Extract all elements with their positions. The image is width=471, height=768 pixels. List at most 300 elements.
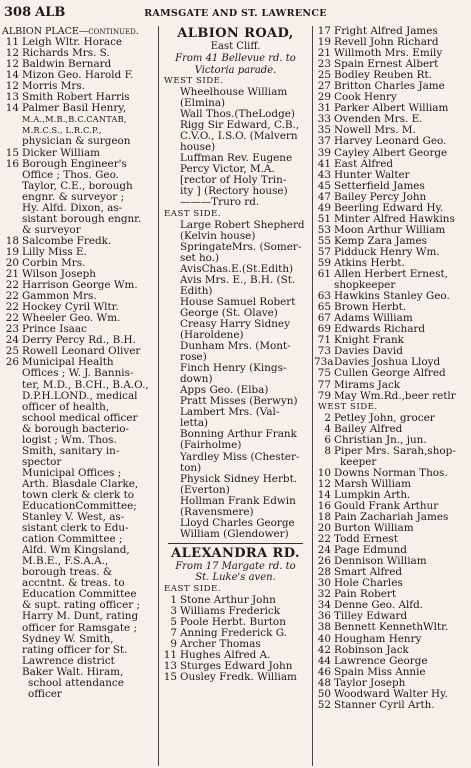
entry-text: accntnt. & treas. to [22, 578, 125, 590]
entry-text: Tilley Edward [334, 611, 408, 623]
entry-text: Edith) [180, 285, 213, 297]
entry-text: SpringateMrs. (Somer- [180, 241, 302, 253]
directory-entry [314, 170, 469, 181]
entry-text: Physick Sidney Herbt. [180, 473, 298, 485]
house-number: 39 [317, 147, 331, 159]
entry-text: (Elmina) [180, 98, 226, 110]
house-number: 27 [317, 81, 331, 93]
entry-text: Gould Frank Arthur [334, 500, 439, 512]
directory-entry [160, 297, 311, 308]
house-number: 12 [5, 48, 19, 60]
street-heading [160, 26, 311, 41]
house-number: 18 [5, 235, 19, 247]
entry-text: & borough bacterio- [22, 423, 130, 435]
directory-entry [160, 407, 311, 418]
directory-entry [2, 645, 157, 656]
entry-text: Beerling Edward Hy. [334, 202, 444, 214]
entry-text: ALEXANDRA RD. [171, 545, 300, 561]
house-number: 5 [170, 616, 177, 628]
directory-entry [2, 181, 157, 192]
house-number: 59 [317, 257, 331, 269]
entry-text: ALBION ROAD, [177, 26, 294, 41]
entry-text: Corbin Mrs. [22, 257, 86, 269]
house-number: 21 [5, 269, 19, 281]
entry-text: school attendance [28, 677, 124, 689]
directory-entry [160, 275, 311, 286]
directory-entry [160, 220, 311, 231]
street-subheading [160, 41, 311, 53]
directory-entry [314, 48, 469, 59]
entry-text: school medical officer [22, 412, 138, 424]
house-number: 61 [317, 269, 331, 281]
directory-entry [160, 396, 311, 407]
house-number: 3 [170, 605, 177, 617]
directory-entry [160, 440, 311, 451]
directory-entry [314, 600, 469, 611]
house-number: 12 [5, 59, 19, 71]
directory-entry [2, 302, 157, 313]
entry-text: Arth. Blasdale Clarke, [22, 478, 139, 490]
house-number: 46 [317, 666, 331, 678]
entry-text: Bailey Percy John [334, 191, 427, 203]
directory-entry [314, 92, 469, 103]
house-number: 52 [317, 699, 331, 711]
street-route [160, 65, 311, 77]
entry-text: Alfd. Wm Kingsland, [22, 545, 130, 557]
house-number: 18 [317, 512, 331, 524]
entry-text: Bonning Arthur Frank [180, 429, 297, 441]
directory-entry [2, 634, 157, 645]
entry-text: Spain Ernest Albert [334, 59, 439, 71]
entry-text: Avis Mrs. E., B.H. (St. [180, 274, 296, 286]
entry-text: Sydney W. Smith, [22, 633, 114, 645]
house-number: 33 [317, 114, 331, 126]
directory-entry [2, 48, 157, 59]
entry-text: East Cliff. [210, 41, 261, 52]
directory-entry [2, 346, 157, 357]
entry-text: Smith, sanitary in- [22, 445, 120, 457]
entry-text: Mirams Jack [334, 379, 401, 391]
directory-entry [314, 457, 469, 468]
directory-entry [160, 264, 311, 275]
directory-entry [314, 490, 469, 501]
directory-entry [2, 335, 157, 346]
entry-text: M.R.C.S., L.R.C.P., [22, 125, 102, 136]
directory-entry [314, 103, 469, 114]
entry-text: Edwards Richard [334, 324, 426, 336]
house-number: 12 [5, 81, 19, 93]
directory-entry [2, 214, 157, 225]
house-number: 9 [170, 639, 177, 651]
house-number: 14 [5, 103, 19, 115]
house-number: 42 [317, 644, 331, 656]
entry-text: Percy Victor, M.A. [180, 164, 275, 176]
entry-text: From 41 Bellevue rd. to [175, 53, 296, 64]
directory-entry [2, 247, 157, 258]
directory-entry [2, 380, 157, 391]
continuation-heading [2, 26, 157, 37]
entry-text: St. Luke's aven. [195, 572, 276, 584]
entry-text: Creasy Harry Sidney [180, 318, 290, 330]
directory-entry [2, 545, 157, 556]
directory-entry [2, 357, 157, 368]
house-number: 13 [163, 661, 177, 673]
house-number: 69 [317, 324, 331, 336]
entry-text: Poole Herbt. Burton [180, 616, 286, 628]
entry-text: Finch Henry (Kings- [180, 363, 287, 375]
entry-text: Palmer Basil Henry, [22, 103, 127, 115]
entry-text: Atkins Herbt. [334, 257, 405, 269]
entry-text: Victoria parade. [194, 64, 277, 76]
house-number: 65 [317, 302, 331, 314]
house-number: 73a [314, 357, 334, 369]
entry-text: Kemp Zara James [334, 235, 428, 247]
house-number: 11 [5, 37, 19, 49]
entry-text: physician & surgeon [22, 136, 131, 148]
directory-entry [314, 258, 469, 269]
entry-text: Baker Walt. Hiram, [22, 666, 124, 678]
page-header [4, 2, 467, 24]
directory-entry [160, 242, 311, 253]
street-route [160, 561, 311, 573]
entry-text: officer of health, [22, 401, 110, 413]
house-number: 1 [170, 594, 177, 606]
entry-text: engnr. & surveyor ; [22, 191, 125, 203]
entry-text: Burton William [334, 523, 414, 535]
entry-text: Smart Alfred [334, 567, 403, 579]
house-number: 67 [317, 313, 331, 325]
directory-entry [314, 667, 469, 678]
entry-text: Stanley V. West, as- [22, 512, 125, 524]
directory-entry [2, 236, 157, 247]
entry-text: EducationCommittee; [22, 501, 137, 513]
directory-entry [160, 286, 311, 297]
house-number: 77 [317, 379, 331, 391]
entry-text: (Everton) [180, 484, 230, 496]
entry-text: Cullen George Alfred [334, 368, 446, 380]
house-number: 22 [5, 280, 19, 292]
directory-entry [2, 324, 157, 335]
house-number: 79 [317, 390, 331, 402]
entry-text: Spain Miss Annie [334, 666, 426, 678]
directory-entry [160, 661, 311, 672]
directory-entry [314, 280, 469, 291]
directory-entry [2, 600, 157, 611]
directory-entry [160, 164, 311, 175]
directory-entry [314, 446, 469, 457]
directory-entry [314, 269, 469, 280]
side-heading [160, 209, 311, 220]
house-number: 13 [5, 92, 19, 104]
house-number: 40 [317, 633, 331, 645]
directory-entry [2, 159, 157, 170]
house-number: 25 [5, 346, 19, 358]
entry-text: officer [28, 688, 62, 700]
entry-text: M.A.,M.B.,B.C.CANTAB, [22, 114, 127, 125]
house-number: 26 [5, 357, 19, 369]
directory-entry [2, 59, 157, 70]
directory-entry [314, 556, 469, 567]
entry-text: Fright Alfred James [334, 26, 438, 37]
directory-entry [2, 479, 157, 490]
house-number: 20 [5, 257, 19, 269]
house-number: 47 [317, 191, 331, 203]
directory-entry [2, 125, 157, 136]
directory-entry [2, 611, 157, 622]
entry-text: Hole Charles [334, 578, 403, 590]
house-number: 50 [317, 688, 331, 700]
entry-text: logist ; Wm. Thos. [22, 434, 117, 446]
entry-text: Gammon Mrs. [22, 291, 97, 303]
directory-entry [160, 485, 311, 496]
house-number: 2 [324, 412, 331, 424]
directory-entry [314, 247, 469, 258]
section-divider [168, 543, 303, 544]
entry-text: Setterfield James [334, 180, 425, 192]
side-heading [160, 76, 311, 87]
directory-entry [160, 452, 311, 463]
house-number: 36 [317, 611, 331, 623]
directory-entry [160, 131, 311, 142]
entry-text: rating officer for St. [22, 644, 128, 656]
entry-text: Anning Frederick G. [180, 628, 287, 640]
directory-entry [314, 313, 469, 324]
directory-entry [2, 192, 157, 203]
directory-entry [314, 380, 469, 391]
directory-entry [314, 545, 469, 556]
directory-entry [2, 689, 157, 700]
entry-text: Taylor Joseph [334, 677, 406, 689]
entry-text: Prince Isaac [22, 324, 87, 336]
house-number: 25 [317, 70, 331, 82]
directory-entry [314, 114, 469, 125]
directory-entry [2, 368, 157, 379]
entry-text: & surveyor [22, 224, 81, 236]
entry-text: Downs Norman Thos. [334, 467, 448, 479]
entry-text: Piper Mrs. Sarah,shop- [334, 445, 456, 457]
house-number: 55 [317, 235, 331, 247]
directory-entry [160, 507, 311, 518]
directory-entry [2, 623, 157, 634]
entry-text: (Kelvin house) [180, 230, 256, 242]
entry-text: Bodley Reuben Rt. [334, 70, 432, 82]
house-number: 22 [5, 302, 19, 314]
house-number: 48 [317, 677, 331, 689]
directory-entry [314, 578, 469, 589]
directory-entry [314, 479, 469, 490]
entry-text: sistant borough engnr. [22, 213, 142, 225]
directory-entry [314, 634, 469, 645]
directory-entry [160, 231, 311, 242]
directory-entry [160, 330, 311, 341]
entry-text: Education Committee [22, 589, 137, 601]
entry-text: [rector of Holy Trin- [180, 175, 287, 187]
directory-entry [160, 319, 311, 330]
entry-text: Dennison William [334, 556, 427, 568]
house-number: 57 [317, 246, 331, 258]
entry-text: Rigg Sir Edward, C.B., [180, 120, 300, 132]
directory-entry [314, 645, 469, 656]
entry-text: Harrison George Wm. [22, 280, 138, 292]
house-number: 31 [317, 103, 331, 115]
entry-text: Taylor, C.E., borough [22, 180, 133, 192]
directory-entry [2, 589, 157, 600]
house-number: 17 [317, 26, 331, 37]
entry-text: Harry M. Dunt, rating [22, 611, 139, 623]
house-number: 51 [317, 213, 331, 225]
house-number: 38 [317, 622, 331, 634]
entry-text: ALBION PLACE—continued. [2, 26, 139, 37]
entry-text: Stone Arthur John [180, 594, 276, 606]
entry-text: Page Edmund [334, 545, 407, 557]
house-number: 19 [5, 246, 19, 258]
running-title: RAMSGATE AND ST. LAWRENCE [144, 8, 327, 19]
entry-text: Britton Charles Jame [334, 81, 445, 93]
entry-text: Apps Geo. (Elba) [180, 385, 269, 397]
house-number: 10 [317, 467, 331, 479]
directory-entry [160, 142, 311, 153]
house-number: 37 [317, 136, 331, 148]
directory-entry [160, 186, 311, 197]
entry-text: shopkeeper [334, 280, 396, 292]
directory-entry [314, 125, 469, 136]
entry-text: EAST SIDE. [164, 583, 222, 594]
entry-text: Lambert Mrs. (Val- [180, 407, 280, 419]
directory-entry [160, 672, 311, 683]
house-number: 7 [170, 628, 177, 640]
entry-text: Office ; Thos. Geo. [22, 169, 119, 181]
entry-text: WEST SIDE. [318, 401, 378, 412]
house-number: 20 [317, 523, 331, 535]
entry-text: Knight Frank [334, 335, 404, 347]
directory-entry [160, 529, 311, 540]
directory-entry [2, 457, 157, 468]
directory-entry [160, 617, 311, 628]
house-number: 24 [5, 335, 19, 347]
house-number: 22 [5, 313, 19, 325]
entry-text: Davies Joshua Lloyd [334, 357, 441, 369]
directory-entry [2, 37, 157, 48]
directory-entry [314, 700, 469, 711]
entry-text: ton) [180, 462, 202, 474]
directory-entry [160, 341, 311, 352]
directory-entry [160, 429, 311, 440]
directory-entry [2, 258, 157, 269]
entry-text: Stanner Cyril Arth. [334, 699, 435, 711]
house-number: 41 [317, 158, 331, 170]
directory-entry [2, 391, 157, 402]
directory-entry [160, 595, 311, 606]
directory-entry [2, 435, 157, 446]
directory-entry [314, 148, 469, 159]
house-number: 26 [317, 556, 331, 568]
house-number: 43 [317, 169, 331, 181]
house-number: 14 [317, 489, 331, 501]
entry-text: Ousley Fredk. William [180, 672, 297, 684]
entry-text: Christian Jn., jun. [334, 434, 427, 446]
entry-text: Brown Herbt. [334, 302, 407, 314]
entry-text: Minter Alfred Hawkins [334, 213, 455, 225]
house-number: 12 [317, 478, 331, 490]
directory-entry [314, 302, 469, 313]
directory-entry [160, 98, 311, 109]
entry-text: Rowell Leonard Oliver [22, 346, 141, 358]
entry-text: Pain Zachariah James [334, 512, 449, 524]
directory-entry [314, 291, 469, 302]
entry-text: Hollman Frank Edwin [180, 495, 296, 507]
entry-text: Hughes Alfred A. [180, 650, 271, 662]
house-number: 4 [324, 423, 331, 435]
entry-text: Williams Frederick [180, 605, 281, 617]
directory-entry [2, 148, 157, 159]
street-route [160, 572, 311, 584]
directory-entry [160, 374, 311, 385]
directory-entry [2, 81, 157, 92]
directory-entry [314, 81, 469, 92]
entry-text: Bailey Alfred [334, 423, 403, 435]
entry-text: sistant clerk to Edu- [22, 523, 129, 535]
page-number: 308 [4, 5, 32, 20]
directory-entry [160, 418, 311, 429]
directory-entry [2, 490, 157, 501]
entry-text: cation Committee ; [22, 534, 123, 546]
entry-text: William (Glendower) [180, 528, 289, 540]
directory-entry [2, 70, 157, 81]
directory-entry [2, 512, 157, 523]
directory-entry [314, 192, 469, 203]
directory-entry [314, 435, 469, 446]
entry-text: Ovenden Mrs. E. [334, 114, 423, 126]
entry-text: Wheelhouse William [180, 87, 288, 98]
entry-text: Derry Percy Rd., B.H. [22, 335, 136, 347]
entry-text: Davies David [334, 346, 403, 358]
entry-text: Hy. Alfd. Dixon, as- [22, 202, 123, 214]
house-number: 28 [317, 567, 331, 579]
house-number: 16 [317, 500, 331, 512]
house-number: 15 [163, 672, 177, 684]
house-number: 16 [5, 158, 19, 170]
directory-entry [314, 534, 469, 545]
directory-entry [314, 236, 469, 247]
directory-entry [160, 120, 311, 131]
house-number: 45 [317, 180, 331, 192]
column-middle [160, 26, 311, 766]
directory-entry [2, 523, 157, 534]
house-number: 15 [5, 147, 19, 159]
directory-entry [160, 308, 311, 319]
directory-entry [314, 424, 469, 435]
directory-entry [314, 567, 469, 578]
directory-entry [314, 523, 469, 534]
entry-text: Baldwin Bernard [22, 59, 112, 71]
entry-text: Parker Albert William [334, 103, 449, 115]
entry-text: Salcombe Fredk. [22, 235, 112, 247]
street-heading [160, 546, 311, 561]
directory-entry [314, 656, 469, 667]
entry-text: Allen Herbert Ernest, [334, 269, 448, 281]
house-number: 22 [317, 534, 331, 546]
street-route [160, 53, 311, 65]
entry-text: Lawrence district [22, 655, 115, 667]
entry-text: Cook Henry [334, 92, 397, 104]
entry-text: Sturges Edward John [180, 661, 293, 673]
entry-text: ity ] (Rectory house) [180, 186, 288, 198]
entry-text: Large Robert Shepherd [180, 219, 305, 231]
directory-entry [2, 203, 157, 214]
entry-text: & supt. rating officer ; [22, 600, 141, 612]
entry-text: Todd Ernest [334, 534, 398, 546]
house-number: 21 [317, 48, 331, 60]
